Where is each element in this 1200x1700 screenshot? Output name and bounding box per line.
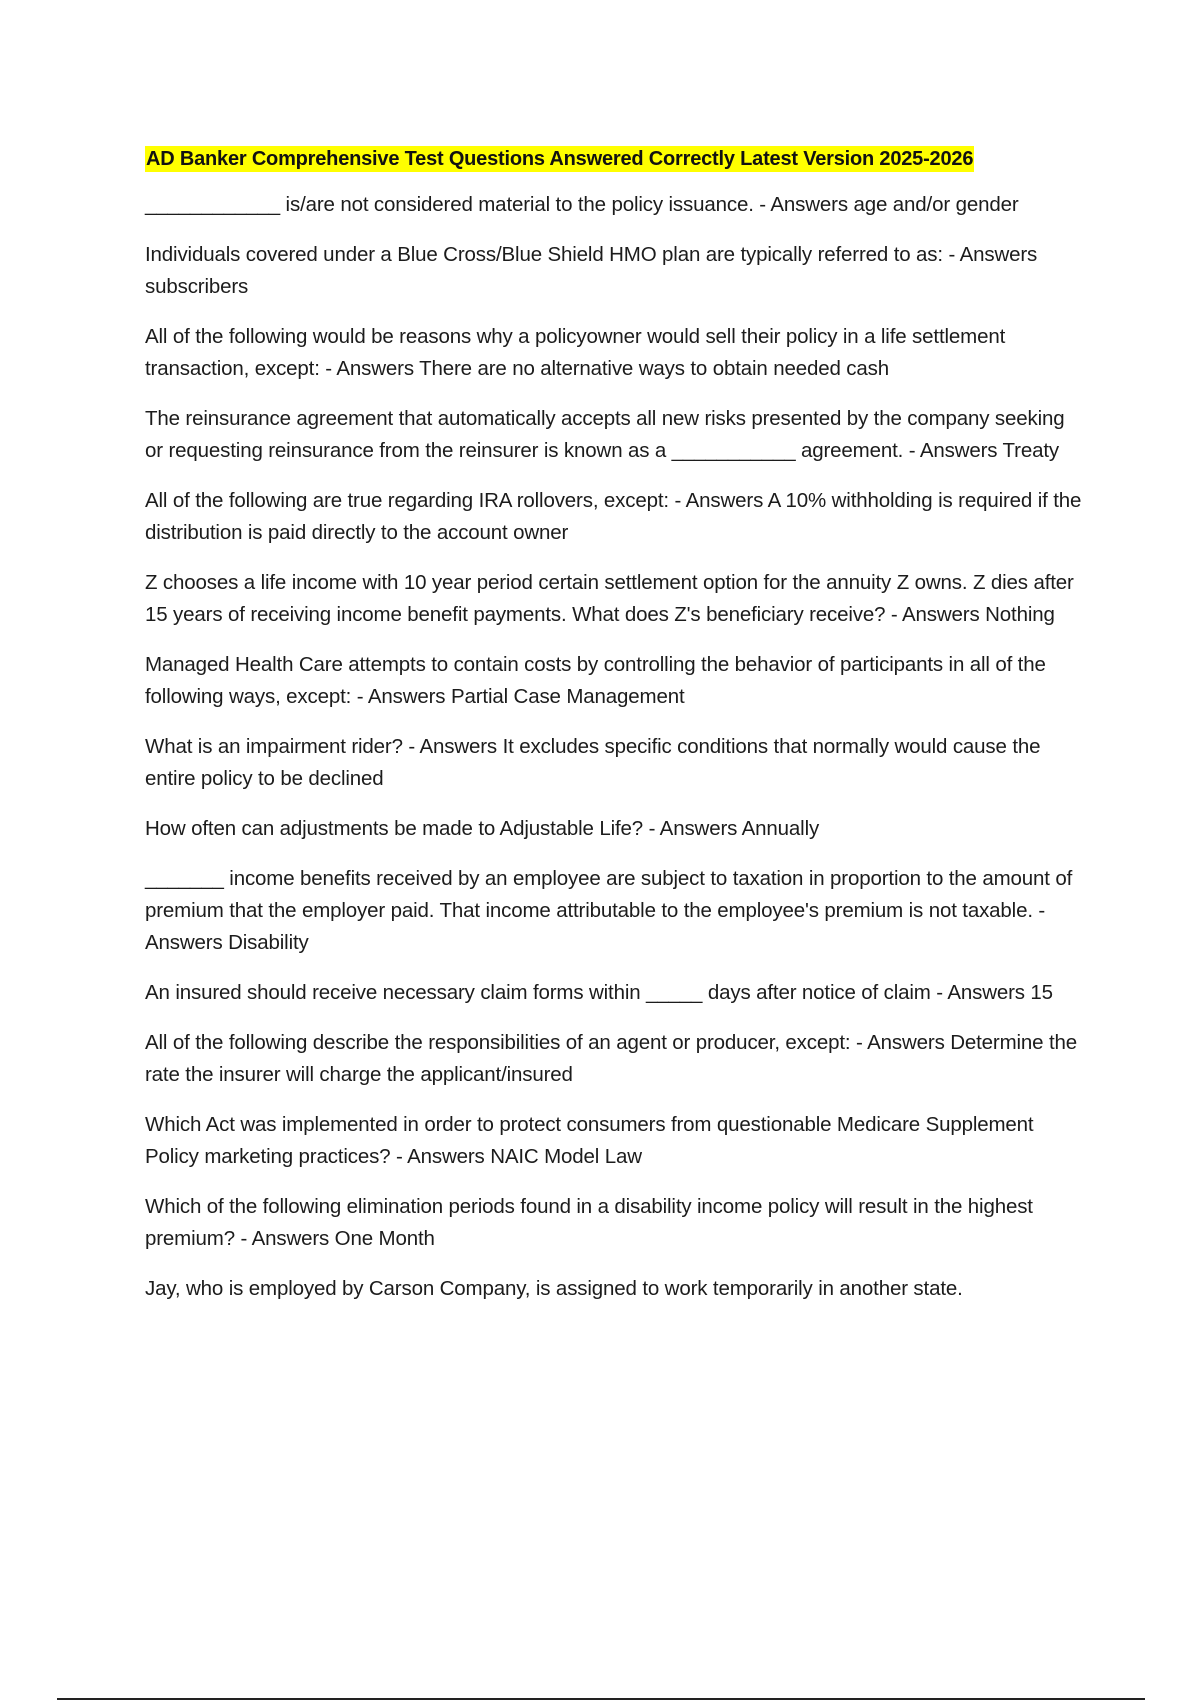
- qa-item: How often can adjustments be made to Adjustable Life? - Answers Annually: [145, 817, 820, 840]
- qa-item: All of the following describe the responsibilities of an agent or producer, except: - Answers Determine the rate the insurer will charge the applicant/insured: [145, 1031, 1078, 1086]
- document-body: [145, 143, 1085, 1323]
- qa-item: All of the following are true regarding IRA rollovers, except: - Answers A 10% withholding is required if the distribution is paid directly to the account owner: [145, 489, 1082, 544]
- qa-item: An insured should receive necessary claim forms within _____ days after notice of claim - Answers 15: [145, 981, 1053, 1004]
- qa-item: ____________ is/are not considered material to the policy issuance. - Answers age and/or gender: [145, 193, 1019, 216]
- qa-item: Which Act was implemented in order to protect consumers from questionable Medicare Supplement Policy marketing practices? - Answers NAIC Model Law: [145, 1113, 1034, 1168]
- qa-item: Individuals covered under a Blue Cross/Blue Shield HMO plan are typically referred to as: - Answers subscribers: [145, 243, 1038, 298]
- qa-item: _______ income benefits received by an employee are subject to taxation in proportion to the amount of premium that the employer paid. That income attributable to the employee's premium is not taxable. - Answers Disability: [145, 867, 1073, 954]
- qa-item: Z chooses a life income with 10 year period certain settlement option for the annuity Z owns. Z dies after 15 years of receiving income benefit payments. What does Z's beneficiary receive? - Answers Nothing: [145, 571, 1074, 626]
- qa-item: The reinsurance agreement that automatically accepts all new risks presented by the company seeking or requesting reinsurance from the reinsurer is known as a ___________ agreement. - Answers Treaty: [145, 407, 1065, 462]
- qa-list: [145, 189, 1085, 1305]
- qa-item: All of the following would be reasons why a policyowner would sell their policy in a life settlement transaction, except: - Answers There are no alternative ways to obtain needed cash: [145, 325, 1006, 380]
- qa-item: Jay, who is employed by Carson Company, is assigned to work temporarily in another state.: [145, 1277, 963, 1300]
- qa-item: Managed Health Care attempts to contain costs by controlling the behavior of participants in all of the following ways, except: - Answers Partial Case Management: [145, 653, 1046, 708]
- qa-item: Which of the following elimination periods found in a disability income policy will result in the highest premium? - Answers One Month: [145, 1195, 1033, 1250]
- qa-item: What is an impairment rider? - Answers It excludes specific conditions that normally would cause the entire policy to be declined: [145, 735, 1041, 790]
- title-block: [145, 143, 1085, 175]
- document-title: AD Banker Comprehensive Test Questions Answered Correctly Latest Version 2025-2026: [146, 148, 974, 170]
